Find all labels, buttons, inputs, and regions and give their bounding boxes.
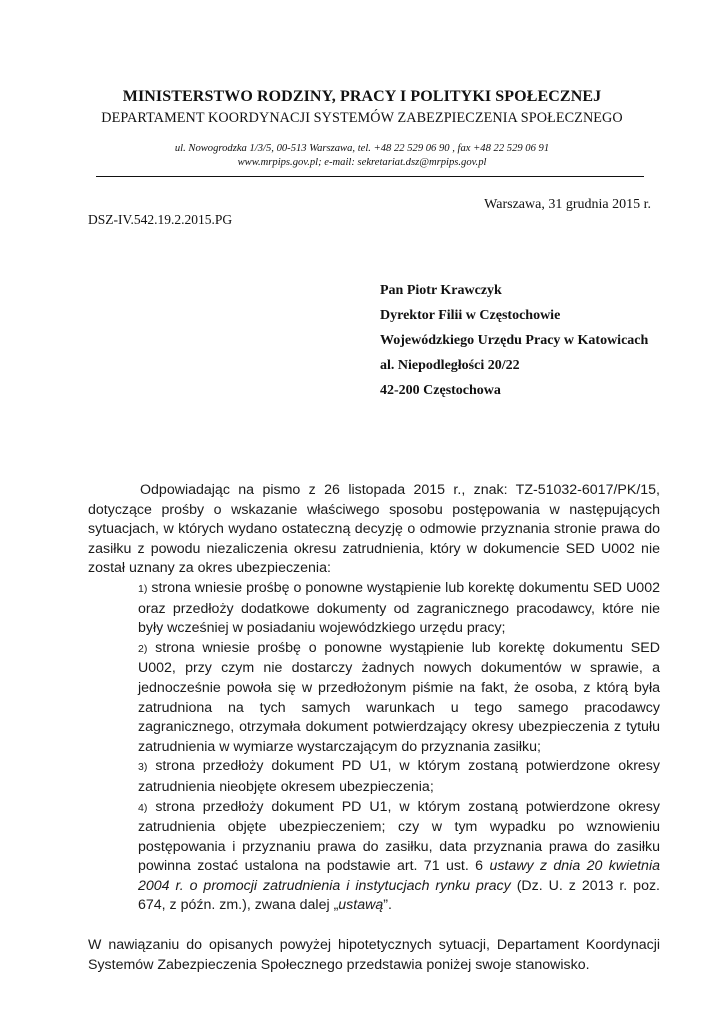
- list-item: [138, 579, 660, 639]
- item-number: 1): [138, 582, 148, 595]
- list-item: [138, 639, 660, 758]
- intro-paragraph: Odpowiadając na pismo z 26 listopada 2015 r., znak: TZ-51032-6017/PK/15, dotyczące prośby o wskazanie właściwego sposobu postępowania w następujących sytuacjach, w których wydano ostateczną decyzję o odmowie przyznania stronie prawa do zasiłku z powodu niezaliczenia okresu zatrudnienia, który w dokumencie SED U002 nie został uznany za okres ubezpieczenia:: [88, 482, 660, 577]
- defined-term: ustawą: [338, 897, 384, 914]
- item-text: strona wniesie prośbę o ponowne wystąpienie lub korektę dokumentu SED U002 oraz przedłoży dodatkowe dokumenty od zagranicznego pracodawcy, które nie były wcześniej w posiadaniu wojewódzkiego urzędu pracy;: [138, 579, 660, 637]
- recipient-name: Pan Piotr Krawczyk: [380, 283, 502, 298]
- item-text-end: ”.: [383, 897, 392, 914]
- closing-paragraph: W nawiązaniu do opisanych powyżej hipotetycznych sytuacji, Departament Koordynacji Systemów Zabezpieczenia Społecznego przedstawia poniżej swoje stanowisko.: [88, 937, 660, 973]
- item-number: 3): [138, 761, 148, 774]
- recipient-office: Wojewódzkiego Urzędu Pracy w Katowicach: [380, 333, 649, 348]
- recipient-street: al. Niepodległości 20/22: [380, 358, 520, 373]
- situation-list: [138, 579, 660, 916]
- item-text: strona przedłoży dokument PD U1, w którym zostaną potwierdzone okresy zatrudnienia objęte ubezpieczeniem; czy w tym wypadku po wznowieniu postępowania i przyznaniu prawa do zasiłku, data przyznania prawa do zasiłku powinna zostać ustalona na podstawie art. 71 ust. 6: [138, 798, 660, 875]
- recipient-position: Dyrektor Filii w Częstochowie: [380, 308, 561, 323]
- item-number: 2): [138, 642, 148, 655]
- list-item: [138, 798, 660, 917]
- reference-number: DSZ-IV.542.19.2.2015.PG: [88, 212, 233, 227]
- web-email-line: www.mrpips.gov.pl; e-mail: sekretariat.dsz@mrpips.gov.pl: [237, 157, 487, 168]
- ministry-contact: [0, 142, 724, 170]
- header-divider: [96, 176, 644, 177]
- item-text-continued: (Dz. U. z 2013 r. poz. 674, z późn. zm.), zwana dalej „: [138, 877, 660, 914]
- item-text: strona przedłoży dokument PD U1, w którym zostaną potwierdzone okresy zatrudnienia nieobjęte okresem ubezpieczenia;: [138, 758, 660, 795]
- act-title: ustawy z dnia 20 kwietnia 2004 r. o promocji zatrudnienia i instytucjach rynku pracy: [138, 858, 660, 894]
- item-text: strona wniesie prośbę o ponowne wystąpienie lub korektę dokumentu SED U002, przy czym nie dostarczy żadnych nowych dokumentów w sprawie, a jednocześnie powoła się w przedłożonym piśmie na fakt, że osoba, z którą była zatrudniona na tych samych warunkach u tego samego pracodawcy zagranicznego, otrzymała dokument potwierdzający okresy ubezpieczenia z tytułu zatrudnienia w wymiarze wystarczającym do przyznania zasiłku;: [138, 639, 660, 755]
- address-line: ul. Nowogrodzka 1/3/5, 00-513 Warszawa, tel. +48 22 529 06 90 , fax +48 22 529 06 91: [174, 143, 550, 154]
- letter-body: [88, 481, 660, 975]
- recipient-city: 42-200 Częstochowa: [380, 383, 501, 398]
- item-number: 4): [138, 801, 148, 814]
- ministry-title: MINISTERSTWO RODZINY, PRACY I POLITYKI SPOŁECZNEJ: [122, 88, 602, 105]
- recipient-block: [380, 283, 648, 408]
- list-item: [138, 757, 660, 797]
- department-name: DEPARTAMENT KOORDYNACJI SYSTEMÓW ZABEZPIECZENIA SPOŁECZNEGO: [101, 110, 623, 126]
- letter-date: Warszawa, 31 grudnia 2015 r.: [484, 197, 651, 212]
